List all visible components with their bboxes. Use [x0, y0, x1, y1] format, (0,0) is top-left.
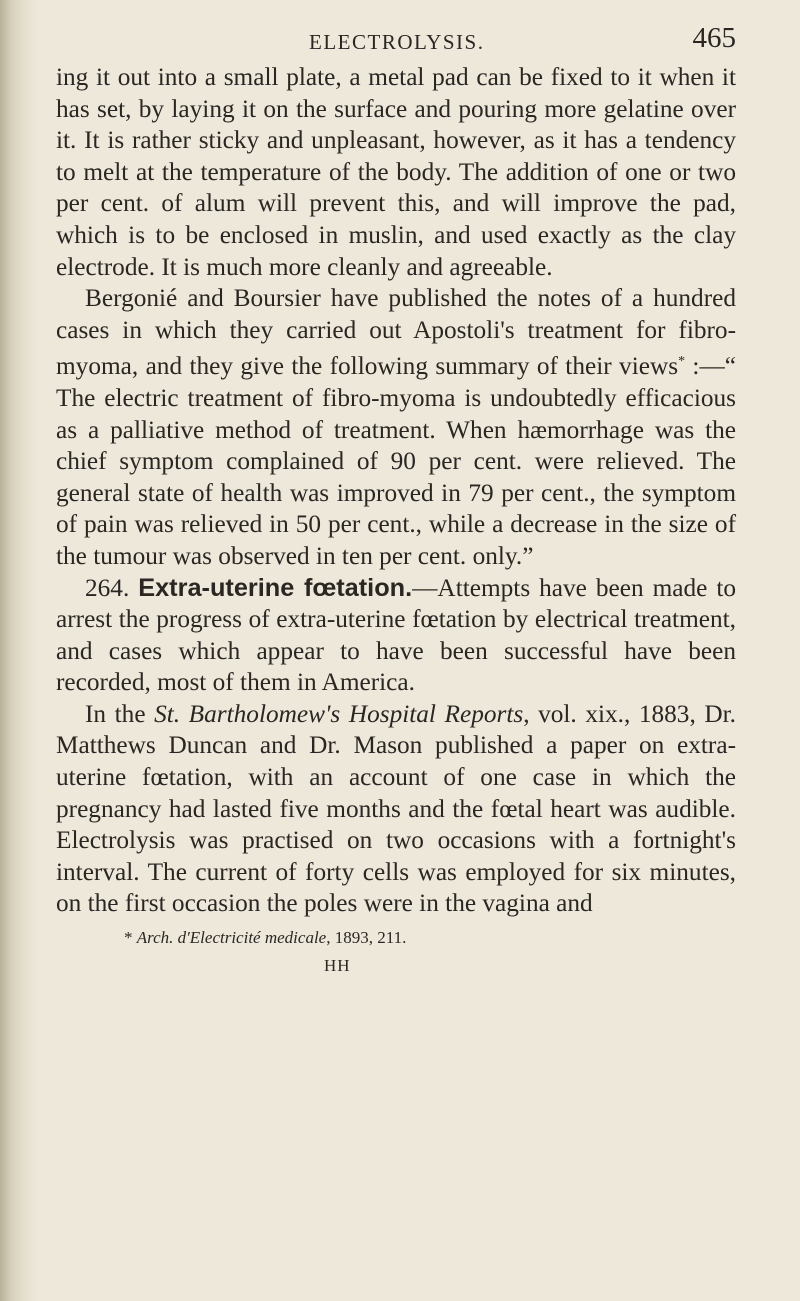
- footnote-source: Arch. d'Electricité medicale: [136, 928, 327, 948]
- section-heading: Extra-uterine fœtation.: [138, 573, 413, 602]
- paragraph-1-text: ing it out into a small plate, a metal pad can be fixed to it when it has set, by laying it on the surface and pouring more gelatine over it. It is rather sticky and unpleasant, however, as it has a tendency to melt at the temperature of the body. The addition of one or two per cent. of alum will prevent this, and will improve the pad, which is to be enclosed in muslin, and used exactly as the clay electrode. It is much more cleanly and agreeable.: [56, 63, 736, 281]
- body-text: [56, 62, 736, 920]
- footnote-reference: *: [678, 354, 686, 370]
- publication-title: St. Bartholomew's Hospital Reports: [154, 699, 524, 728]
- paragraph-3-text: —Attempts have been made to arrest the progress of extra-uterine fœtation by electrical treatment, and cases which appear to have been successful have been recorded, most of them in America.: [56, 573, 736, 697]
- paragraph-continuation: [56, 62, 736, 283]
- footnote: [56, 926, 736, 950]
- book-page: [56, 22, 736, 976]
- paragraph-section-264: [56, 573, 736, 699]
- signature-mark: HH: [324, 956, 351, 976]
- footnote-details: , 1893, 211.: [326, 928, 407, 948]
- running-head-title: ELECTROLYSIS.: [309, 30, 485, 54]
- paragraph-2-text-a: Bergonié and Boursier have published the notes of a hundred cases in which they carried out Apostoli's treatment for fibro-myoma, and they give the following summary of their views: [56, 284, 736, 381]
- paragraph-bartholomew: [56, 699, 736, 920]
- paragraph-2-text-b: :—“ The electric treatment of fibro-myoma is undoubtedly efficacious as a palliative method of treatment. When hæmorrhage was the chief symptom complained of 90 per cent. were relieved. The general state of health was improved in 79 per cent., the symptom of pain was relieved in 50 per cent., while a decrease in the size of the tumour was observed in ten per cent. only.”: [56, 352, 736, 570]
- running-head: [56, 22, 736, 62]
- paragraph-bergonie: [56, 283, 736, 572]
- footnote-marker: *: [124, 928, 137, 948]
- paragraph-4-text-a: In the: [85, 699, 155, 728]
- page-gutter-shadow: [0, 0, 38, 1301]
- paragraph-4-text-b: , vol. xix., 1883, Dr. Matthews Duncan and Dr. Mason published a paper on extra-uterine fœtation, with an account of one case in which the pregnancy had lasted five months and the fœtal heart was audible. Electrolysis was practised on two occasions with a fortnight's interval. The current of forty cells was employed for six minutes, on the first occasion the poles were in the vagina and: [56, 699, 736, 918]
- section-number: 264.: [85, 573, 139, 602]
- page-number: 465: [692, 22, 736, 54]
